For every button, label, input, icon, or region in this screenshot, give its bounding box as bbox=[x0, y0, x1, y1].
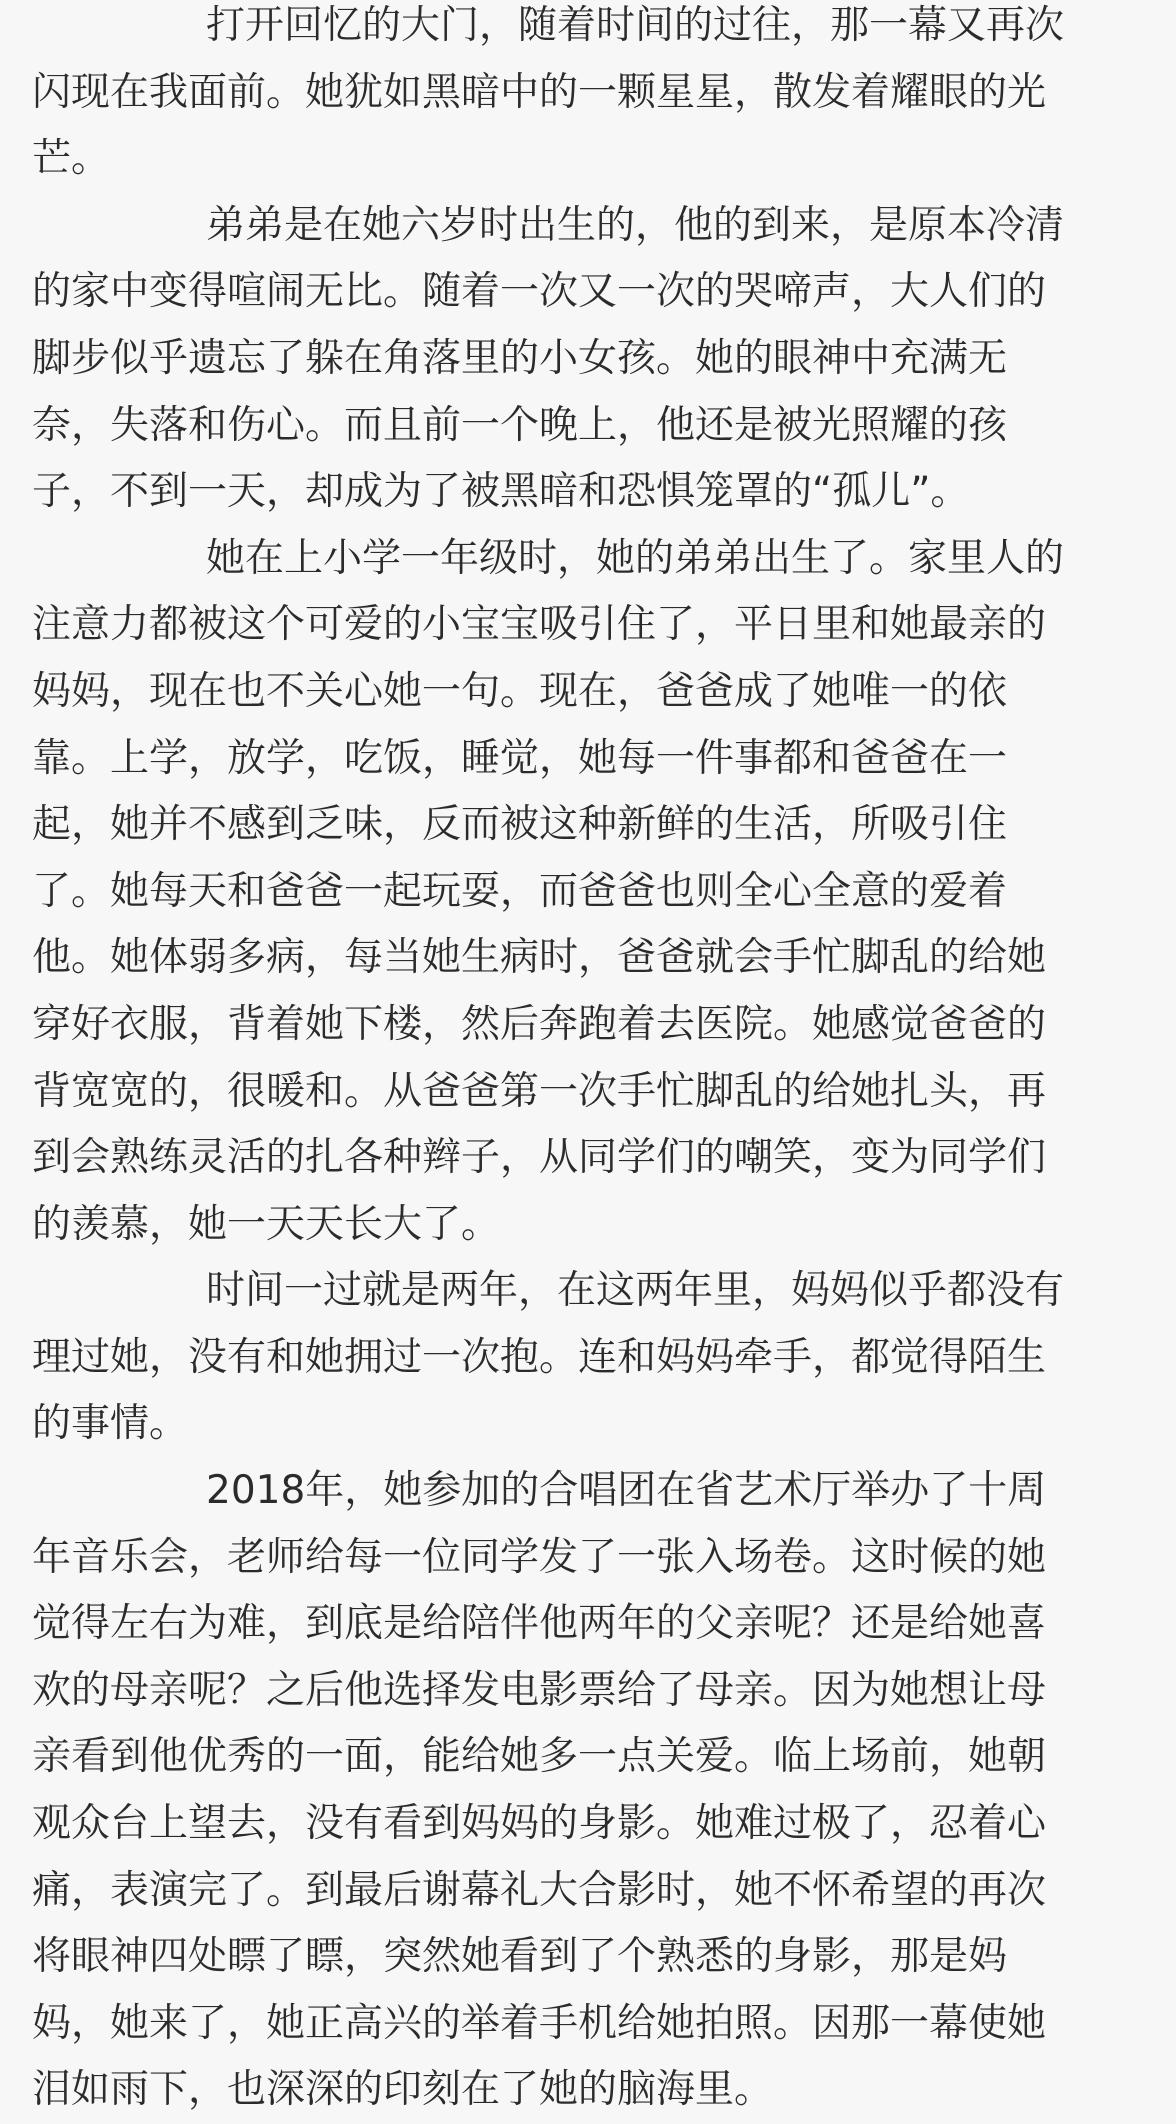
text-line: 芒。 bbox=[32, 136, 111, 182]
text-line: 妈，她来了，她正高兴的举着手机给她拍照。因那一幕使她 bbox=[32, 2000, 1047, 2046]
text-line: 痛，表演完了。到最后谢幕礼大合影时，她不怀希望的再次 bbox=[32, 1867, 1047, 1913]
text-line: 闪现在我面前。她犹如黑暗中的一颗星星，散发着耀眼的光 bbox=[32, 69, 1047, 115]
text-line: 时间一过就是两年，在这两年里，妈妈似乎都没有 bbox=[206, 1268, 1065, 1314]
text-line: 子，不到一天，却成为了被黑暗和恐惧笼罩的“孤儿”。 bbox=[32, 469, 970, 515]
text-line: 理过她，没有和她拥过一次抱。连和妈妈牵手，都觉得陌生 bbox=[32, 1334, 1047, 1380]
text-line: 的事情。 bbox=[32, 1401, 189, 1447]
paragraph bbox=[32, 193, 1144, 526]
text-line: 的羡慕，她一天天长大了。 bbox=[32, 1201, 501, 1247]
text-line: 脚步似乎遗忘了躲在角落里的小女孩。她的眼神中充满无 bbox=[32, 335, 1008, 381]
paragraph bbox=[32, 1458, 1144, 2124]
text-line: 观众台上望去，没有看到妈妈的身影。她难过极了，忍着心 bbox=[32, 1801, 1047, 1847]
text-line: 亲看到他优秀的一面，能给她多一点关爱。临上场前，她朝 bbox=[32, 1734, 1047, 1780]
text-line: 泪如雨下，也深深的印刻在了她的脑海里。 bbox=[32, 2067, 774, 2113]
paragraph bbox=[32, 526, 1144, 1259]
text-line: 弟弟是在她六岁时出生的，他的到来，是原本冷清 bbox=[206, 202, 1065, 248]
text-line: 她在上小学一年级时，她的弟弟出生了。家里人的 bbox=[206, 535, 1065, 581]
article-body bbox=[32, 0, 1144, 2124]
text-line: 觉得左右为难，到底是给陪伴他两年的父亲呢？还是给她喜 bbox=[32, 1601, 1047, 1647]
text-line: 奈，失落和伤心。而且前一个晚上，他还是被光照耀的孩 bbox=[32, 402, 1008, 448]
text-line: 他。她体弱多病，每当她生病时，爸爸就会手忙脚乱的给她 bbox=[32, 935, 1047, 981]
text-line: 打开回忆的大门，随着时间的过往，那一幕又再次 bbox=[206, 3, 1065, 48]
paragraph bbox=[32, 0, 1144, 193]
paragraph bbox=[32, 1258, 1144, 1458]
text-line: 注意力都被这个可爱的小宝宝吸引住了，平日里和她最亲的 bbox=[32, 602, 1047, 648]
text-line: 了。她每天和爸爸一起玩耍，而爸爸也则全心全意的爱着 bbox=[32, 868, 1008, 914]
text-line: 穿好衣服，背着她下楼，然后奔跑着去医院。她感觉爸爸的 bbox=[32, 1001, 1047, 1047]
text-line: 将眼神四处瞟了瞟，突然她看到了个熟悉的身影，那是妈 bbox=[32, 1934, 1008, 1980]
text-line: 的家中变得喧闹无比。随着一次又一次的哭啼声，大人们的 bbox=[32, 269, 1047, 315]
text-line: 靠。上学，放学，吃饭，睡觉，她每一件事都和爸爸在一 bbox=[32, 735, 1008, 781]
text-line: 背宽宽的，很暖和。从爸爸第一次手忙脚乱的给她扎头，再 bbox=[32, 1068, 1047, 1114]
text-line: 妈妈，现在也不关心她一句。现在，爸爸成了她唯一的依 bbox=[32, 668, 1008, 714]
text-line: 2018年，她参加的合唱团在省艺术厅举办了十周 bbox=[206, 1468, 1047, 1514]
text-line: 到会熟练灵活的扎各种辫子，从同学们的嘲笑，变为同学们 bbox=[32, 1135, 1047, 1181]
text-line: 年音乐会，老师给每一位同学发了一张入场卷。这时候的她 bbox=[32, 1534, 1047, 1580]
text-line: 起，她并不感到乏味，反而被这种新鲜的生活，所吸引住 bbox=[32, 802, 1008, 848]
text-line: 欢的母亲呢？之后他选择发电影票给了母亲。因为她想让母 bbox=[32, 1667, 1047, 1713]
